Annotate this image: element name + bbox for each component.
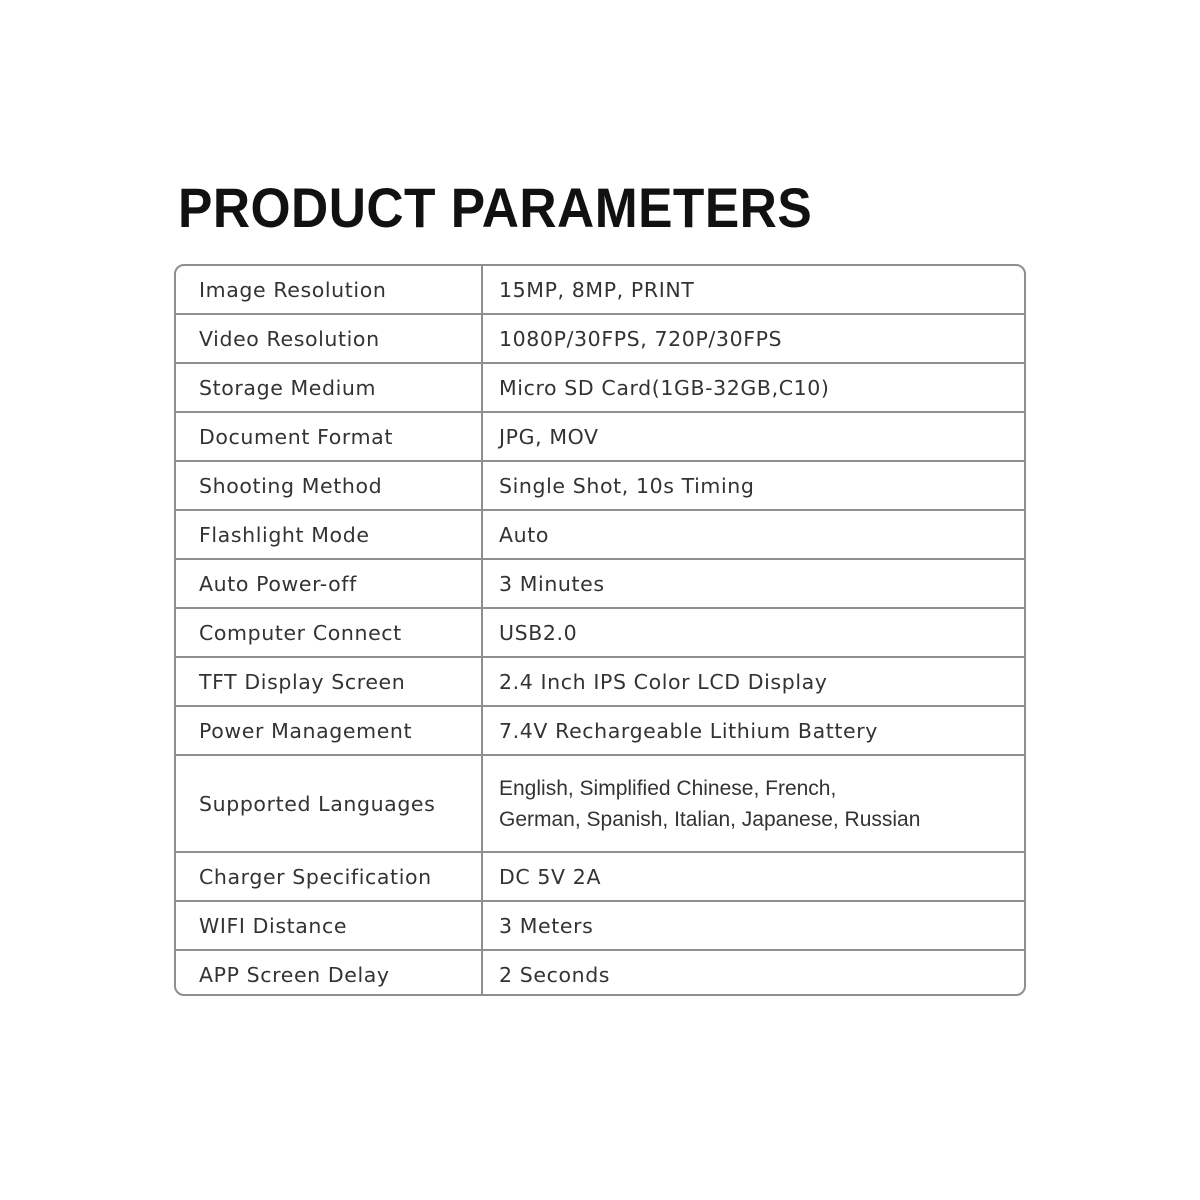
param-value: Micro SD Card(1GB-32GB,C10) <box>499 375 830 400</box>
param-value: 1080P/30FPS, 720P/30FPS <box>499 326 783 351</box>
param-label: APP Screen Delay <box>176 951 483 996</box>
table-row <box>176 364 1024 413</box>
param-label: Flashlight Mode <box>176 511 483 558</box>
table-row <box>176 756 1024 853</box>
table-row <box>176 951 1024 996</box>
table-row <box>176 609 1024 658</box>
param-label: Image Resolution <box>176 266 483 313</box>
param-label: Auto Power-off <box>176 560 483 607</box>
table-row <box>176 853 1024 902</box>
table-row <box>176 266 1024 315</box>
param-label: Document Format <box>176 413 483 460</box>
param-value-line: English, Simplified Chinese, French, <box>499 776 837 800</box>
param-value: 3 Meters <box>499 913 594 938</box>
param-label: Video Resolution <box>176 315 483 362</box>
param-value <box>483 756 1024 851</box>
table-row <box>176 707 1024 756</box>
param-value: 3 Minutes <box>499 571 605 596</box>
param-label: Supported Languages <box>176 756 483 851</box>
param-label: Storage Medium <box>176 364 483 411</box>
param-value: DC 5V 2A <box>499 864 602 889</box>
param-label: Power Management <box>176 707 483 754</box>
param-value: 15MP, 8MP, PRINT <box>499 277 695 302</box>
param-value: Auto <box>499 522 549 547</box>
table-row <box>176 560 1024 609</box>
param-value: 2.4 Inch IPS Color LCD Display <box>499 669 828 694</box>
param-label: Charger Specification <box>176 853 483 900</box>
param-label: WIFI Distance <box>176 902 483 949</box>
table-row <box>176 413 1024 462</box>
table-row <box>176 315 1024 364</box>
param-label: TFT Display Screen <box>176 658 483 705</box>
param-label: Computer Connect <box>176 609 483 656</box>
param-value: 7.4V Rechargeable Lithium Battery <box>499 718 878 743</box>
param-value: 2 Seconds <box>499 963 611 987</box>
parameters-table <box>174 264 1026 996</box>
table-row <box>176 658 1024 707</box>
table-row <box>176 462 1024 511</box>
param-value-line: German, Spanish, Italian, Japanese, Russian <box>499 807 921 831</box>
table-row <box>176 511 1024 560</box>
param-label: Shooting Method <box>176 462 483 509</box>
param-value: USB2.0 <box>499 620 578 645</box>
param-value: JPG, MOV <box>499 424 599 449</box>
page-title: PRODUCT PARAMETERS <box>178 176 813 239</box>
table-row <box>176 902 1024 951</box>
param-value: Single Shot, 10s Timing <box>499 473 755 498</box>
